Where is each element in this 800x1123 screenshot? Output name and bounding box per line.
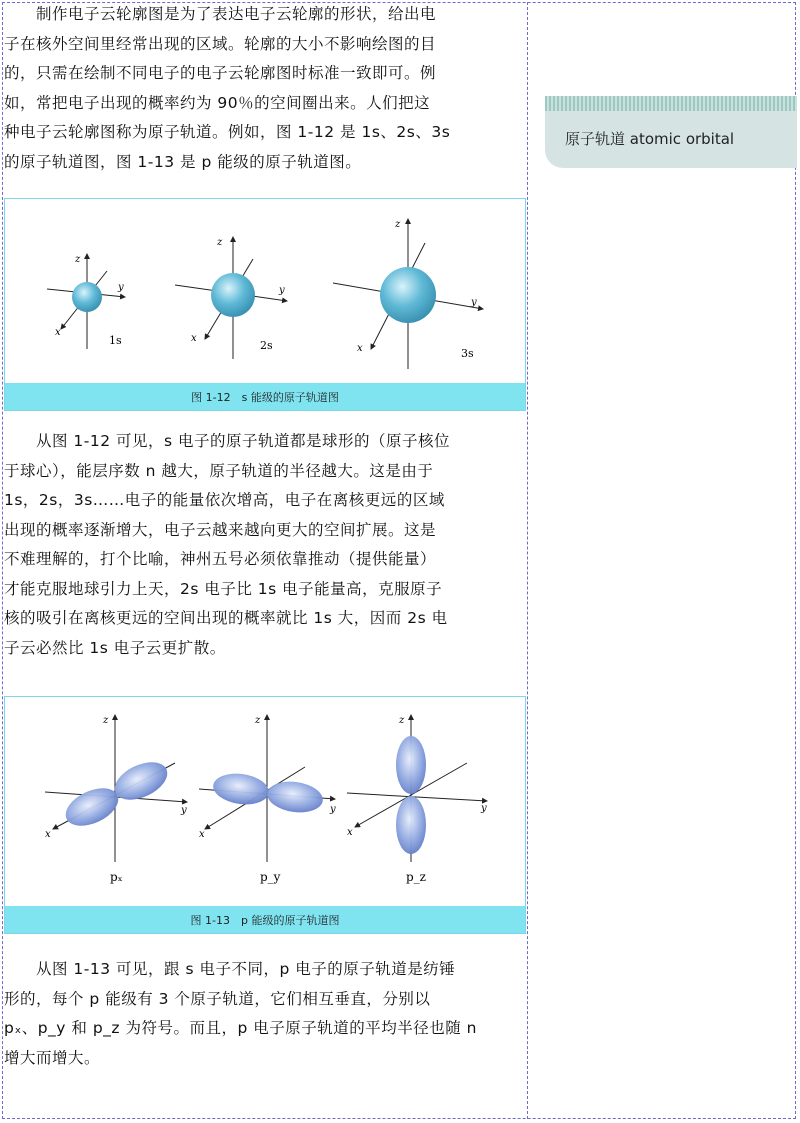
y-axis-label: y <box>181 805 187 816</box>
orbital-3s <box>333 219 483 369</box>
x-axis-label: x <box>55 327 61 338</box>
text-line: 出现的概率逐渐增大，电子云越来越向更大的空间扩展。这是 <box>4 520 437 539</box>
text-line: 1s，2s，3s……电子的能量依次增高，电子在离核更远的区域 <box>4 491 445 509</box>
figure-caption: 图 1-13 p 能级的原子轨道图 <box>5 906 525 933</box>
column-guide <box>527 2 528 1119</box>
text-line: 不难理解的，打个比喻，神州五号必须依靠推动（提供能量） <box>4 550 437 568</box>
orbital-label: 3s <box>461 347 474 360</box>
figure-caption: 图 1-12 s 能级的原子轨道图 <box>5 383 525 410</box>
text-line: 子在核外空间里经常出现的区域。轮廓的大小不影响绘图的目 <box>4 34 437 53</box>
orbital-label: p_z <box>406 870 427 884</box>
text-line: 核的吸引在离核更远的空间出现的概率就比 1s 大，因而 2s 电 <box>4 609 448 627</box>
orbital-2s <box>175 237 287 359</box>
x-axis-label: x <box>45 829 51 840</box>
orbital-px <box>45 715 187 884</box>
z-axis-label: z <box>217 237 223 248</box>
text-line: 于球心），能层序数 n 越大，原子轨道的半径越大。这是由于 <box>4 461 434 480</box>
text-line: 增大而增大。 <box>4 1048 101 1067</box>
text-line: 的原子轨道图，图 1-13 是 p 能级的原子轨道图。 <box>4 152 362 171</box>
text-line: pₓ、p_y 和 p_z 为符号。而且，p 电子原子轨道的平均半径也随 n <box>4 1019 478 1037</box>
s-orbitals-diagram <box>5 199 525 385</box>
figure-1-12 <box>4 198 526 411</box>
z-axis-label: z <box>255 715 261 726</box>
orbital-label: p_y <box>260 870 281 884</box>
paragraph-3 <box>4 955 524 1073</box>
text-line: 的，只需在绘制不同电子的电子云轮廓图时标准一致即可。例 <box>4 64 437 82</box>
text-line: 形的，每个 p 能级有 3 个原子轨道，它们相互垂直，分别以 <box>4 989 431 1008</box>
orbital-label: 1s <box>109 334 122 347</box>
y-axis-label: y <box>279 285 285 296</box>
x-axis-label: x <box>191 333 197 344</box>
x-axis-label: x <box>347 827 353 838</box>
text-line: 制作电子云轮廓图是为了表达电子云轮廓的形状，给出电 <box>4 5 437 23</box>
text-line: 如，常把电子出现的概率约为 90％的空间圈出来。人们把这 <box>4 93 431 112</box>
text-line: 从图 1-12 可见，s 电子的原子轨道都是球形的（原子核位 <box>4 432 451 450</box>
paragraph-2 <box>4 427 524 663</box>
z-axis-label: z <box>395 219 401 230</box>
y-axis-label: y <box>471 297 477 308</box>
orbital-label: pₓ <box>110 870 123 884</box>
paragraph-1 <box>4 0 524 177</box>
text-line: 子云必然比 1s 电子云更扩散。 <box>4 638 226 657</box>
x-axis-label: x <box>199 829 205 840</box>
text-line: 种电子云轮廓图称为原子轨道。例如，图 1-12 是 1s、2s、3s <box>4 123 451 141</box>
orbital-1s <box>47 254 125 349</box>
y-axis-label: y <box>330 804 336 815</box>
orbital-label: 2s <box>260 339 273 352</box>
sidebar-term-box <box>545 96 797 168</box>
orbital-py <box>199 715 336 884</box>
sidebar-stripe <box>545 96 797 111</box>
z-axis-label: z <box>75 254 81 265</box>
p-orbitals-diagram <box>5 697 525 908</box>
sidebar-term: 原子轨道 atomic orbital <box>565 130 735 148</box>
z-axis-label: z <box>399 715 405 726</box>
text-line: 才能克服地球引力上天，2s 电子比 1s 电子能量高，克服原子 <box>4 579 443 598</box>
orbital-pz <box>347 715 487 884</box>
z-axis-label: z <box>103 715 109 726</box>
figure-1-13 <box>4 696 526 934</box>
y-axis-label: y <box>481 803 487 814</box>
y-axis-label: y <box>118 282 124 293</box>
text-line: 从图 1-13 可见，跟 s 电子不同，p 电子的原子轨道是纺锤 <box>4 960 456 978</box>
x-axis-label: x <box>357 343 363 354</box>
